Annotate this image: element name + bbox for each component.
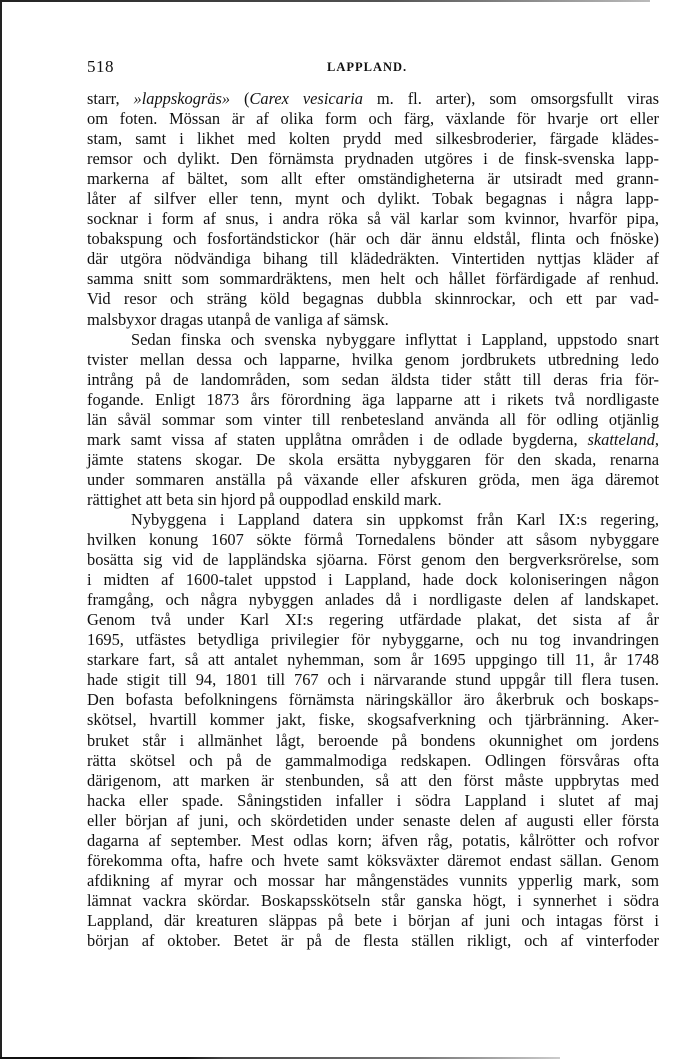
running-head [87, 57, 659, 83]
body-text [87, 89, 659, 951]
book-page [87, 57, 659, 951]
page-number: 518 [87, 57, 114, 76]
italic-term: skatteland [587, 429, 655, 449]
scan-edge-top [0, 0, 650, 2]
text-line [87, 390, 659, 410]
text-line [87, 510, 659, 530]
text-run: förekomma ofta, hafre och hvete samt köksväxter däremot endast sällan. Genom [87, 850, 659, 870]
text-line [87, 89, 659, 109]
italic-term: »lappskogräs» [133, 89, 231, 108]
text-line [87, 751, 659, 771]
text-line [87, 490, 659, 510]
text-run: remsor och dylikt. Den förnämsta prydnaden utgöres i de finsk-svenska lapp- [87, 149, 659, 169]
text-line [87, 891, 659, 911]
text-run: starr, [87, 89, 134, 108]
text-run: hade stigit till 94, 1801 till 767 och i närvarande stund uppgår till flera tusen. [87, 670, 659, 690]
paragraph [87, 89, 659, 330]
text-line [87, 470, 659, 490]
text-run: markerna af bältet, som allt efter omständigheterna är utsiradt med grann- [87, 169, 659, 189]
text-line [87, 831, 659, 851]
text-line [87, 911, 659, 931]
text-line [87, 791, 659, 811]
text-run: Nybyggena i Lappland datera sin uppkomst från Karl IX:s regering, [131, 509, 659, 529]
text-run: 1695, utfästes betydliga privilegier för nybyggarne, och nu tog invandringen [87, 630, 659, 650]
text-run: i midten af 1600-talet uppstod i Lappland, hade dock koloniseringen någon [87, 570, 659, 590]
paragraph [87, 330, 659, 510]
text-line [87, 450, 659, 470]
text-run: hvilken konung 1607 sökte förmå Tornedalens bönder att såsom nybyggare [87, 530, 659, 550]
text-run: början af oktober. Betet är på de flesta ställen rikligt, och af vinterfoder [87, 930, 659, 950]
text-line [87, 550, 659, 570]
text-line [87, 410, 659, 430]
text-line [87, 871, 659, 891]
text-run: ( [230, 89, 250, 108]
text-line [87, 169, 659, 189]
text-run: samma snitt som sommardräktens, men helt och hållet förfärdigade af renhud. [87, 269, 659, 289]
text-run: intrång på de landområden, som sedan äldsta tider stått till deras fria för- [87, 369, 659, 389]
text-run: stam, samt i likhet med kolten prydd med silkesbroderier, färgade klädes- [87, 129, 659, 149]
text-run: Genom två under Karl XI:s regering utfärdade plakat, det sista af år [87, 610, 659, 630]
text-line [87, 630, 659, 650]
text-line [87, 189, 659, 209]
running-title: LAPPLAND. [327, 60, 408, 74]
text-run: , [654, 429, 659, 449]
text-run: rätta skötsel och på de gammalmodiga redskapen. Odlingen försvåras ofta [87, 750, 659, 770]
scan-edge-left [0, 0, 2, 1059]
text-line [87, 690, 659, 710]
text-run: Lappland, där kreaturen släppas på bete i början af juni och intagas först i [87, 910, 659, 930]
text-line [87, 650, 659, 670]
text-run: mark samt vissa af staten upplåtna områden i de odlade bygderna, [87, 429, 588, 449]
text-run: under sommaren anställa på växande eller afskuren gröda, men äga däremot [87, 469, 659, 489]
text-line [87, 731, 659, 751]
text-line [87, 670, 659, 690]
text-run: socknar i form af snus, i andra röka så väl karlar som kvinnor, hvarför pipa, [87, 209, 659, 229]
text-line [87, 209, 659, 229]
text-line [87, 229, 659, 249]
text-line [87, 350, 659, 370]
text-line [87, 771, 659, 791]
text-line [87, 570, 659, 590]
text-line [87, 129, 659, 149]
text-run: där utgöra nödvändiga bihang till klädedräkten. Vintertiden nyttjas kläder af [87, 249, 659, 269]
text-line [87, 710, 659, 730]
text-line [87, 149, 659, 169]
text-run: rättighet att beta sin hjord på ouppodlad enskild mark. [87, 489, 442, 509]
text-line [87, 289, 659, 309]
text-run: därigenom, att marken är stenbunden, så att den först måste uppbrytas med [87, 770, 659, 790]
text-run: om foten. Mössan är af olika form och färg, växlande för hvarje ort eller [87, 109, 659, 129]
text-line [87, 851, 659, 871]
text-line [87, 269, 659, 289]
text-line [87, 530, 659, 550]
paragraph [87, 510, 659, 951]
text-run: m. fl. arter), som omsorgsfullt viras [362, 89, 659, 108]
text-run: län såväl sommar som vinter till renbetesland använda all för odling otjänlig [87, 409, 659, 429]
text-run: starkare fart, så att antalet nyhemman, som år 1695 uppgingo till 11, år 1748 [87, 650, 659, 670]
text-run: låter af silfver eller tenn, mynt och dylikt. Tobak begagnas i några lapp- [87, 189, 659, 209]
italic-term: Carex vesicaria [249, 89, 363, 108]
text-run: framgång, och några nybyggen anlades då i nordligaste delen af landskapet. [87, 590, 659, 610]
text-run: bosätta sig vid de lappländska sjöarna. Först genom den bergverksrörelse, som [87, 550, 659, 570]
text-line [87, 310, 659, 330]
text-run: skötsel, hvartill kommer jakt, fiske, skogsafverkning och tjärbränning. Aker- [87, 710, 659, 730]
text-run: jämte statens skogar. De skola ersätta nybyggaren för den skada, renarna [87, 449, 659, 469]
text-line [87, 430, 659, 450]
text-line [87, 370, 659, 390]
text-run: lämnat vackra skördar. Boskapsskötseln står ganska högt, i synnerhet i södra [87, 890, 659, 910]
text-run: eller början af juni, och skördetiden under senaste delen af augusti eller första [87, 810, 659, 830]
text-run: Vid resor och sträng köld begagnas dubbla skinnrockar, och ett par vad- [87, 289, 659, 309]
text-line [87, 109, 659, 129]
text-run: Den bofasta befolkningens förnämsta näringskällor äro åkerbruk och boskaps- [87, 690, 659, 710]
text-run: afdikning af myrar och mossar har mångenstädes vunnits ypperlig mark, som [87, 870, 659, 890]
text-line [87, 811, 659, 831]
text-line [87, 610, 659, 630]
text-run: dagarna af september. Mest odlas korn; äfven råg, potatis, kålrötter och rofvor [87, 830, 659, 850]
text-line [87, 249, 659, 269]
text-run: hacka eller spade. Såningstiden infaller i södra Lappland i slutet af maj [87, 790, 659, 810]
text-line [87, 590, 659, 610]
text-line [87, 330, 659, 350]
text-run: Sedan finska och svenska nybyggare inflyttat i Lappland, uppstodo snart [131, 329, 659, 349]
text-run: tobakspung och fosfortändstickor (här och där ännu eldstål, flinta och fnöske) [87, 229, 659, 249]
text-run: fogande. Enligt 1873 års förordning äga lapparne att i rikets två nordligaste [87, 389, 659, 409]
text-run: bruket står i allmänhet lågt, beroende på bondens okunnighet om jordens [87, 730, 659, 750]
text-line [87, 931, 659, 951]
text-run: malsbyxor dragas utanpå de vanliga af sämsk. [87, 309, 389, 329]
text-run: tvister mellan dessa och lapparne, hvilka genom jordbrukets utbredning ledo [87, 349, 659, 369]
